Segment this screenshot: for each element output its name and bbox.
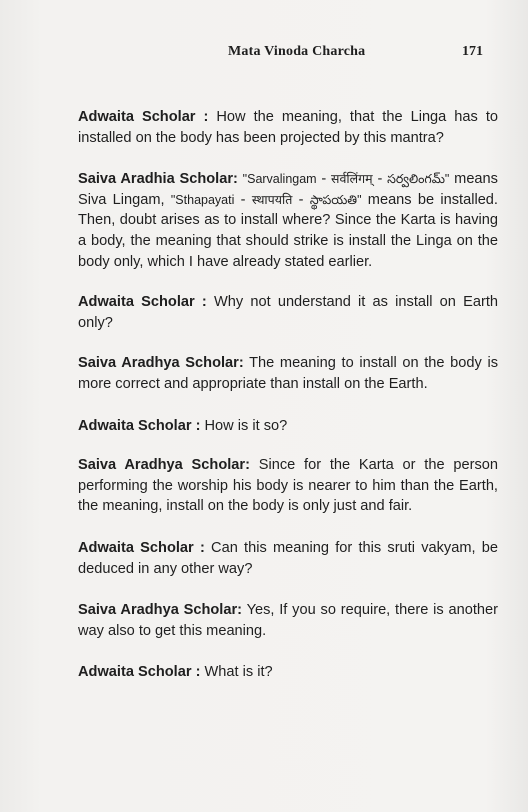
dash: -: [321, 171, 327, 188]
dash: -: [377, 171, 383, 188]
dialogue-text: How the meaning, that the Linga has to installed on the body has been projected by this mantra?: [78, 109, 499, 146]
dialogue-text: Why not understand it as install on Earth only?: [78, 294, 498, 331]
dialogue-text: Yes, If you so require, there is another way also to get this meaning.: [78, 602, 498, 639]
dialogue-paragraph: [78, 662, 498, 683]
speaker-name: Saiva Aradhia Scholar:: [78, 171, 238, 188]
dialogue-text: means Siva Lingam,: [78, 171, 498, 208]
dialogue-text: What is it?: [204, 664, 273, 681]
dialogue-text: Can this meaning for this sruti vakyam, be deduced in any other way?: [78, 539, 498, 577]
quoted-term: "Sthapayati: [170, 192, 235, 207]
telugu-term: సర్వలింగమ్": [387, 172, 450, 187]
dialogue-paragraph: [78, 538, 498, 579]
dialogue-text: The meaning to install on the body is more correct and appropriate than install on the Earth.: [78, 355, 499, 392]
speaker-name: Saiva Aradhya Scholar:: [78, 355, 244, 372]
telugu-term: స్థాపయతి": [309, 192, 362, 207]
page-body: [78, 107, 498, 703]
dialogue-paragraph: [78, 416, 498, 437]
devanagari-term: स्थापयति: [251, 192, 293, 207]
dash: -: [240, 191, 246, 208]
devanagari-term: सर्वलिंगम्: [331, 172, 373, 187]
speaker-name: Saiva Aradhya Scholar:: [78, 457, 250, 474]
speaker-name: Adwaita Scholar :: [78, 109, 209, 125]
speaker-name: Saiva Aradhya Scholar:: [78, 602, 243, 619]
dialogue-paragraph: [78, 353, 498, 394]
speaker-name: Adwaita Scholar :: [78, 539, 205, 556]
dialogue-text: How is it so?: [204, 417, 288, 434]
dash: -: [298, 191, 304, 208]
dialogue-paragraph: [78, 169, 498, 272]
page-header: [0, 44, 528, 68]
page-number: 171: [462, 44, 483, 59]
speaker-name: Adwaita Scholar :: [78, 417, 201, 434]
dialogue-paragraph: [78, 600, 498, 641]
quoted-term: "Sarvalingam: [242, 172, 317, 187]
running-title: Mata Vinoda Charcha: [228, 44, 366, 59]
speaker-name: Adwaita Scholar :: [78, 664, 201, 681]
speaker-name: Adwaita Scholar :: [78, 294, 207, 311]
dialogue-paragraph: [78, 455, 498, 517]
dialogue-paragraph: [78, 107, 498, 148]
dialogue-text: Since for the Karta or the person performing the worship his body is nearer to him than the Earth, the meaning, install on the body is only just and fair.: [78, 457, 498, 515]
dialogue-paragraph: [78, 292, 498, 333]
dialogue-text: means be installed. Then, doubt arises as to install where? Since the Karta is having a body, the meaning that should strike is install the Linga on the body only, which I have already stated earlier.: [78, 191, 498, 270]
